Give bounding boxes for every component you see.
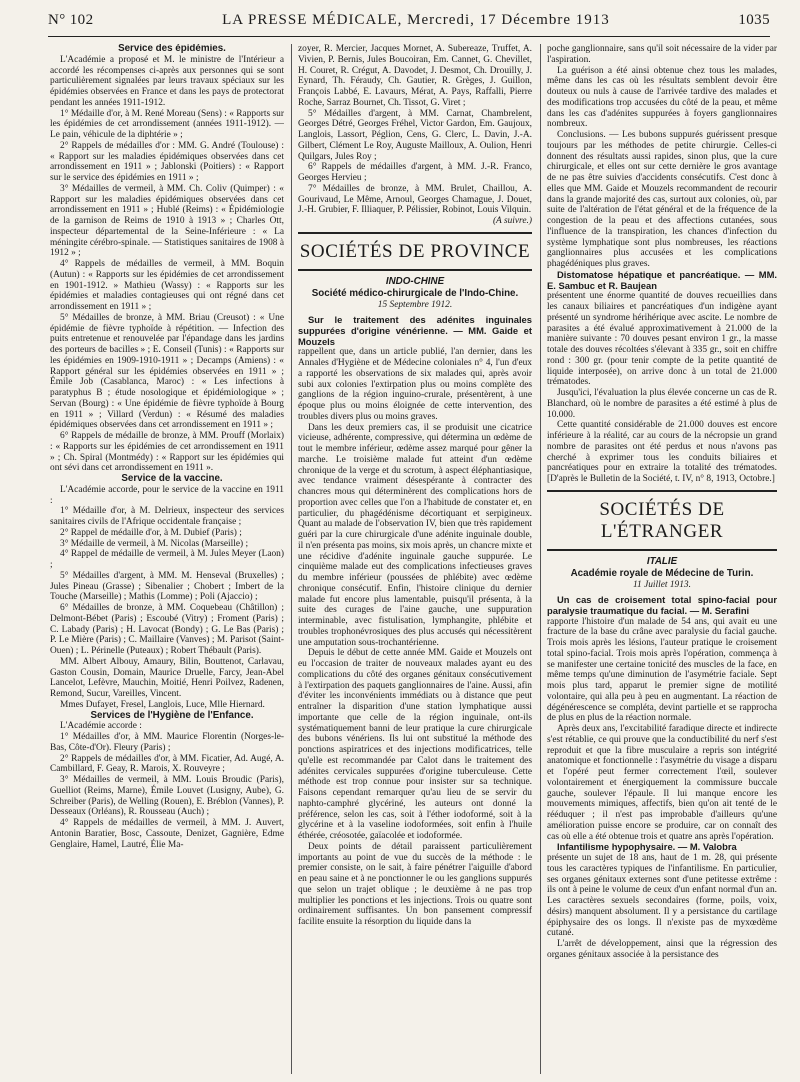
paragraph: 4° Rappel de médaille de vermeil, à M. Jules Meyer (Laon) ; [50, 549, 284, 570]
paragraph: rappellent que, dans un article publié, l'an dernier, dans les Annales d'Hygiène et de Médecine coloniales n° 4, l'un d'eux a rapporté les observations de six malades qui, après avoir subi aux colonies l'extirpation plus ou moins complète des ganglions de la région inguino-crurale, présentèrent, à une époque plus ou moins éloignée de cette intervention, des troubles divers plus ou moins graves. [298, 347, 532, 422]
paragraph: 4° Rappels de médailles de vermeil, à MM. J. Auvert, Antonin Baratier, Bosc, Cassoute, Denizet, Gagnière, Edme Genglaire, Hamel, Lautré, Élie Ma- [50, 818, 284, 850]
section-title-province: SOCIÉTÉS DE PROVINCE [298, 232, 532, 271]
session-date: 15 Septembre 1912. [377, 300, 453, 311]
paragraph: présentent une énorme quantité de douves recueillies dans les canaux biliaires et pancréatiques d'un indigène ayant présenté un syndrome hérihérique avec ascite. Le nombre de parasites a été évalué approximativement à 21.000 de la manière suivante : 70 douves pesant environ 1 gr., la masse totale des douves récoltées s'élevant à 335 gr., soit en chiffre rond : 300 gr. (pour tenir compte de la petite quantité de liquide interposée), on arrive donc à un total de 21.000 trématodes. [547, 291, 777, 388]
country-heading: INDO-CHINE [385, 275, 445, 287]
paragraph: 1° Médailles d'or, à MM. Maurice Florentin (Norges-le-Bas, Côte-d'Or). Fleury (Paris) ; [50, 732, 284, 753]
paragraph: L'Académie a proposé et M. le ministre de l'Intérieur a accordé les récompenses ci-après aux personnes qui se sont particulièrement signalées par leurs travaux spéciaux sur les épidémies observées en France et dans les pays de protectorat pendant les années 1911-1912. [50, 54, 284, 108]
paragraph: 2° Rappels de médailles d'or : MM. G. André (Toulouse) : « Rapport sur les maladies épidémiques observées dans cet arrondissement en 1911 » ; Jablonski (Poitiers) : « Rapport sur le service des épidémies en 1911 » ; [50, 140, 284, 183]
issue-number: N° 102 [48, 12, 94, 28]
paragraph: Mmes Dufayet, Fresel, Langlois, Luce, Mlle Hiernard. [60, 699, 265, 710]
paragraph: Jusqu'ici, l'évaluation la plus élevée concerne un cas de R. Blanchard, où le nombre de parasites a été estimé à plus de 10.000. [547, 388, 777, 420]
paragraph: 6° Rappels de médaille de bronze, à MM. Prouff (Morlaix) : « Rapports sur les épidémies de cet arrondissement en 1911 » ; Ch. Spiral (Montmédy) : « Rapport sur les épidémies qui ont sévi dans cet arrondissement en 1911 ». [50, 431, 284, 474]
paragraph: La guérison a été ainsi obtenue chez tous les malades, même dans les cas où les résultats semblent devoir être douteux ou nuls à cause de l'arrivée tardive des malades et des modifications trop accusées du côté de la peau, et même dans les cas d'adénites suppurées à foyers ganglionnaires nombreux. [547, 65, 777, 130]
paragraph: 2° Rappels de médailles d'or, à MM. Ficatier, Ad. Augé, A. Cambillard, F. Geay, R. Marois, X. Rouveyre ; [50, 753, 284, 775]
paragraph: Conclusions. — Les bubons suppurés guérissent presque toujours par les méthodes de petite chirurgie. Celles-ci donnent des résultats aussi rapides, sinon plus, que la cure chirurgicale, et elles ont sur cette dernière le gros avantage de ne pas être suivies d'accidents consécutifs. C'est donc à elles que MM. Gaide et Mouzels recommandent de recourir dans la grande majorité des cas, surtout aux colonies, où, par suite de l'altération de l'état général et de la fréquence de la congestion de la peau et des affections cutanées, sous l'influence de la transpiration, les chances d'infection du système lymphatique sont plus nombreuses, les réactions ganglionnaires plus accusées et les complications phagédéniques plus graves. [547, 130, 777, 269]
to-be-continued: (A suivre.) [492, 216, 532, 226]
paragraph: 3° Médaille de vermeil, à M. Nicolas (Marseille) ; [60, 538, 249, 549]
column-2 [298, 44, 532, 1074]
column-1 [50, 44, 284, 1074]
page-number: 1035 [738, 12, 770, 28]
paragraph: L'Académie accorde, pour le service de la vaccine en 1911 : [50, 484, 284, 506]
session-date: 11 Juillet 1913. [633, 580, 691, 591]
paragraph: 6° Médailles de bronze, à MM. Coquebeau (Châtillon) ; Delmont-Bébet (Paris) ; Escoubé (Vitry) ; Froment (Paris) ; C. Labady (Paris) ; H. Lavocat (Bondy) ; G. Le Bas (Paris) ; P. Le Mière (Paris) ; C. Maillaire (Vanves) ; M. Parisot (Saint-Ouen) ; L. Périnelle (Puteaux) ; Robert Thébault (Paris). [50, 603, 284, 656]
paragraph: MM. Albert Albouy, Amaury, Bilin, Bouttenot, Carlavau, Gaston Cousin, Domain, Maurice Druelle, Farcy, Jean-Abel Lancelot, Lefèvre, Mauchin, Moitié, Henri Poilvez, Radenen, Remond, Sucur, Vareilles, Vincent. [50, 656, 284, 699]
paragraph: 5° Médailles d'argent, à MM. Carnat, Chambrelent, Georges Détré, Georges Fréhel, Victor Gardon, Em. Gaujoux, Langlois, Lassort, Péglion, Cens, G. Clerc, L. Davin, J.-A. Gilbert, Clément Le Roy, Auguste Mailloux, A. Oulion, Henri Quilgars, Jules Roy ; [298, 108, 532, 162]
column-rule-2 [540, 44, 541, 1074]
paragraph: poche ganglionnaire, sans qu'il soit nécessaire de la vider par l'aspiration. [547, 44, 777, 65]
paragraph: Cette quantité considérable de 21.000 douves est encore inférieure à la réalité, car au cours de la nécropsie un grand nombre de parasites ont été perdus et nous n'avons pas cherché à exprimer tous les conduits biliaires et pancréatiques pour en extraire la totalité des trématodes. [D'après le Bulletin de la Société, t. IV, n° 8, 1913, Octobre.] [547, 420, 777, 484]
article-title: Infantilisme hypophysaire. — M. Valobra [557, 841, 737, 853]
paragraph: Après deux ans, l'excitabilité faradique directe et indirecte s'est rétablie, ce qui prouve que la conductibilité du nerf s'est reproduit et que la fibre musculaire a repris son intégrité anatomique et fonctionnelle : l'asymétrie du visage a disparu et l'opéré peut fermer correctement l'œil, soulever volontairement et énergiquement la commissure buccale gauche, soulever l'épaule. Il lui manque encore les mouvements mimiques, affectifs, bien qu'on ait tenté de le rééduquer ; il n'est pas improbable d'ailleurs qu'une amélioration puisse encore se produire, car on connaît des cas où elle a été obtenue trois et quatre ans après l'opération. [547, 724, 777, 842]
article-title: Distomatose hépatique et pancréatique. — MM. E. Sambuc et R. Baujean [547, 268, 777, 291]
paragraph: 2° Rappel de médaille d'or, à M. Dubief (Paris) ; [60, 527, 242, 538]
column-3 [547, 44, 777, 1074]
paragraph: 7° Médailles de bronze, à MM. Brulet, Chaillou, A. Gourivaud, Le Même, Arnoul, Georges Chamague, J. Douet, J.-H. Grubier, F. Illiaquer, P. Pélissier, Robinot, Louis Vilquin. [298, 183, 532, 216]
paragraph: 4° Rappels de médailles de vermeil, à MM. Boquin (Autun) : « Rapports sur les épidémies de cet arrondissement en 1901-1912. » Mathieu (Wassy) : « Rapports sur les épidémies et maladies contagieuses qui ont régné dans cet arrondissement en 1911 » ; [50, 259, 284, 312]
country-heading: ITALIE [646, 555, 678, 567]
paragraph: 5° Médailles d'argent, à MM. M. Henseval (Bruxelles) ; Jules Pineau (Grasse) ; Sibenalier ; Chobert ; Imbert de la Touche (Marseille) ; Mathis (Lomme) ; Poli (Ajaccio) ; [50, 570, 284, 603]
section-title-etranger: SOCIÉTÉS DE L'ÉTRANGER [547, 490, 777, 551]
paragraph: 6° Rappels de médailles d'argent, à MM. J.-R. Franco, Georges Hervieu ; [298, 162, 532, 183]
column-rule-1 [291, 44, 292, 1074]
paragraph: Deux points de détail paraissent particulièrement importants au point de vue du succès de la méthode : le premier consiste, on le sait, à faire pénétrer l'aiguille d'abord en peau saine et à ne ponctionner le ou les ganglions suppurés que selon un trajet oblique ; le deuxième à ne pas trop multiplier les ponctions et les injections. Trois ou quatre sont ordinairement suffisantes. Un bon pansement compressif facilite ensuite la résorption du liquide dans la [298, 841, 532, 927]
paragraph: 1° Médaille d'or, à M. Delrieux, inspecteur des services sanitaires civils de l'Afrique occidentale française ; [50, 506, 284, 527]
paragraph: Dans les deux premiers cas, il se produisit une cicatrice vicieuse, adhérente, compressive, qui détermina un œdème de tout le membre inférieur, œdème assez marqué pour gêner la marche. Le troisième malade fut atteint d'un œdème chronique de la verge et du scrotum, à aspect éléphantiasique, avec tendance vraiment désespérante à contracter des chancres mous qui déterminèrent des complications hors de proportion avec celles que l'on a l'habitude de constater et, en particulier, du phagédénisme décortiquant et serpigineux. Quant au malade de l'observation IV, bien que très rapidement guéri par la cure chirurgicale d'une adénite inguinale double, il n'en présenta pas moins, six mois après, un chancre mixte et une récidive d'adénite inguinale gauche suppurée. Le cinquième malade eut des complications infectieuses graves du membre inférieur (poussées de phlébite) avec œdème chronique consécutif. Enfin, l'histoire clinique du dernier malade fut encore plus lamentable, puisqu'il présenta, à la suite des curages de l'aine gauche, une suppuration interminable, avec fistulisation, lymphangite, phlébite et troubles trophonévrosiques des plus accusés qui nécessitèrent une amputation sous-trochantérienne. [298, 422, 532, 648]
paragraph: zoyer, R. Mercier, Jacques Mornet, A. Subereaze, Truffet, A. Vivien, P. Bernis, Jules Boucoiran, Em. Cannet, G. Chevillet, H. Couret, R. Crégut, A. Davodet, J. Desmot, Ch. Drouilly, J. Eynard, Th. Féraudy, Ch. Gautier, R. Grèges, J. Guillon, François Labbé, E. Lavaurs, Mérat, A. Pays, Raffalli, Pierre Roche, Sarraz Bournet, Ch. Tissot, G. Viret ; [298, 44, 532, 108]
paragraph: 5° Médailles de bronze, à MM. Briau (Creusot) : « Une épidémie de fièvre typhoïde à répétition. — Infection des puits entretenue et renouvelée par l'épandage dans les jardins des porteurs de bacilles » ; E. Conseil (Tunis) : « Rapports sur les épidémies en 1909-1910-1911 » ; Decamps (Amiens) : « Rapport général sur les épidémies observées en 1911 » ; Émile Job (Casablanca, Maroc) : « Les infections à paratyphus B ; étude nosologique et épidémiologique » ; Servan (Bourg) : « Une épidémie de fièvre typhoïde à Bourg en 1911 » ; Villard (Verdun) : « Résumé des maladies épidémiques observées dans cet arrondissement en 1911 » ; [50, 312, 284, 431]
paragraph: Depuis le début de cette année MM. Gaide et Mouzels ont eu l'occasion de traiter de nouveaux malades ayant eu des complications du côté des organes génitaux consécutivement à l'extirpation des paquets ganglionnaires de l'aine. Aussi, afin d'éviter les inconvénients immédiats ou à distance que peut entraîner la disparition d'une station lymphatique aussi importante que celle de la région inguinale, ont-ils systématiquement banni de leur pratique la cure chirurgicale des bubons vénériens. Ils lui ont substitué la méthode des ponctions aspiratrices et des injections modificatrices, telle qu'elle est recommandée par Calot dans le traitement des adénites cervicales suppurées d'origine tuberculeuse. Cette méthode est trop connue pour insister sur sa technique. Faisons cependant remarquer qu'au lieu de se servir du naphto-camphré glycériné, les auteurs ont donné la préférence, selon les cas, soit à l'éther iodoformé, soit à la glycérine et à la vaseline iodoformées, soit enfin à l'huile éthérée, créosotée, gaïacolée et iodoformée. [298, 648, 532, 841]
society-heading: Société médico-chirurgicale de l'Indo-Chine. [311, 287, 519, 299]
article-title: Un cas de croisement total spino-facial pour paralysie traumatique du facial. — M. Serafini [547, 594, 777, 616]
society-heading: Académie royale de Médecine de Turin. [570, 567, 754, 579]
paragraph: 3° Médailles de vermeil, à MM. Louis Broudic (Paris), Guelliot (Reims, Marne), Émile Louvet (Lusigny, Aube), G. Schreiber (Paris), de Welling (Rouen), E. Bréblon (Vannes), P. Desseaux (Orléans), R. Rousseau (Auch) ; [50, 775, 284, 818]
paragraph: L'arrêt de développement, ainsi que la régression des organes génitaux associée à la persistance des [547, 939, 777, 960]
heading-vaccine: Service de la vaccine. [121, 473, 223, 484]
page-header [48, 12, 770, 37]
paragraph: rapporte l'histoire d'un malade de 54 ans, qui avait eu une fracture de la base du crâne avec paralysie du facial gauche. Trois mois après les lésions, l'auteur pratique le croisement total spino-facial. Trois mois après l'opération, commença à se manifester une certaine tonicité des muscles de la face, en même temps qu'une diminution de l'asymétrie faciale. Sept mois plus tard, apparut le premier signe de motilité volontaire, qui alla peu à peu en augmentant. La réaction de dégénérescence se compléta, devint partielle et se rapprocha de plus en plus de la réaction normale. [547, 616, 777, 724]
paragraph: présente un sujet de 18 ans, haut de 1 m. 28, qui présente tous les caractères typiques de l'infantilisme. En particulier, ses organes génitaux externes sont d'une petitesse extrême : ils ont à peine le volume de ceux d'un enfant normal d'un an. Les caractères sexuels secondaires (forme, poils, voix, désirs) manquent absolument. Il y a persistance du cartilage épiphysaire des os longs. Il n'existe pas de myxœdème cutané. [547, 853, 777, 939]
journal-title: LA PRESSE MÉDICALE, Mercredi, 17 Décembre 1913 [222, 12, 610, 28]
heading-epidemies: Service des épidémies. [118, 44, 226, 54]
paragraph: 1° Médaille d'or, à M. René Moreau (Sens) : « Rapports sur les épidémies de cet arrondissement (années 1911-1912). — Le pain, véhicule de la diphtérie » ; [50, 108, 284, 140]
paragraph: 3° Médailles de vermeil, à MM. Ch. Coliv (Quimper) : « Rapport sur les maladies épidémiques observées dans cet arrondissement en 1911 » ; Hublé (Reims) : « Épidémiologie de la garnison de Reims de 1910 à 1913 » ; Charles Ott, inspecteur départemental de la Seine-Inférieure : « La méningite cérébro-spinale. — Statistiques sanitaires de 1908 à 1912 » ; [50, 183, 284, 259]
article-title: Sur le traitement des adénites inguinales suppurées d'origine vénérienne. — MM. Gaide et Mouzels [298, 314, 532, 347]
heading-enfance: Services de l'Hygiène de l'Enfance. [90, 709, 254, 721]
paragraph: L'Académie accorde : [60, 721, 142, 732]
